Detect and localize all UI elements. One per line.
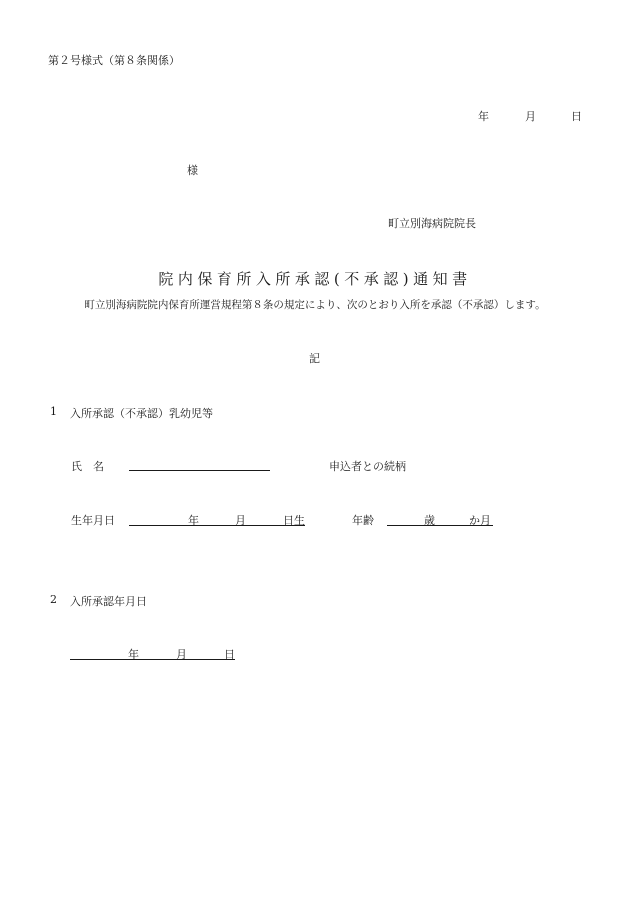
admission-month-label: 月 bbox=[176, 648, 187, 661]
birth-month-label: 月 bbox=[235, 514, 246, 527]
date-year-label: 年 bbox=[478, 110, 489, 123]
relationship-label: 申込者との続柄 bbox=[329, 460, 406, 473]
age-years-label: 歳 bbox=[424, 514, 435, 527]
addressee-honorific: 様 bbox=[187, 164, 198, 177]
section1-number: 1 bbox=[50, 405, 57, 418]
admission-year-label: 年 bbox=[128, 648, 139, 661]
child-name-field[interactable] bbox=[129, 470, 270, 471]
birth-year-label: 年 bbox=[188, 514, 199, 527]
birthdate-field[interactable] bbox=[129, 525, 305, 526]
ki-label: 記 bbox=[309, 352, 320, 365]
document-title: 院内保育所入所承認(不承認)通知書 bbox=[158, 270, 472, 288]
date-day-label: 日 bbox=[571, 110, 582, 123]
body-text: 町立別海病院院内保育所運営規程第８条の規定により、次のとおり入所を承認（不承認）します。 bbox=[84, 299, 546, 311]
section1-heading: 入所承認（不承認）乳幼児等 bbox=[70, 407, 213, 420]
child-name-label: 氏 名 bbox=[71, 460, 104, 473]
admission-date-field[interactable] bbox=[70, 659, 235, 660]
age-label: 年齢 bbox=[352, 514, 374, 527]
age-months-label: か月 bbox=[469, 514, 491, 527]
admission-day-label: 日 bbox=[224, 648, 235, 661]
section2-heading: 入所承認年月日 bbox=[70, 595, 147, 608]
birth-day-label: 日生 bbox=[283, 514, 305, 527]
date-month-label: 月 bbox=[525, 110, 536, 123]
form-number: 第２号様式（第８条関係） bbox=[48, 54, 180, 67]
issuer: 町立別海病院院長 bbox=[388, 217, 476, 230]
birthdate-label: 生年月日 bbox=[71, 514, 115, 527]
section2-number: 2 bbox=[50, 593, 57, 606]
